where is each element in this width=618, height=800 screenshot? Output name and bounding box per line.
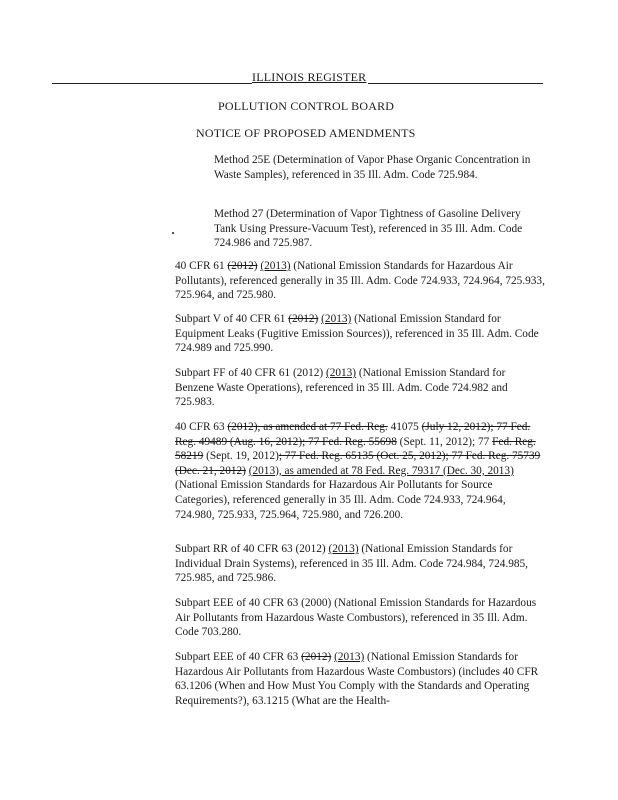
- deleted-text: (2012): [227, 260, 258, 272]
- deleted-text: (2012): [288, 313, 319, 325]
- header-rule-right: [368, 83, 543, 84]
- list-item: [214, 153, 544, 182]
- deleted-text: (2012), as amended at 77 Fed. Reg.: [227, 421, 388, 433]
- list-item: [175, 312, 547, 356]
- body-text: (National Emission Standards for Hazardous Air Pollutants for Source Categories), referenced generally in 35 Ill. Adm. Code 724.933, 724.964, 724.980, 725.933, 725.964, 725.980, and 726.200.: [175, 479, 506, 521]
- body-text: Subpart FF of 40 CFR 61 (2012): [175, 367, 326, 379]
- deleted-text: (2012): [301, 651, 332, 663]
- body-text: (National Emission Standard for Equipment Leaks (Fugitive Emission Sources)), referenced in 35 Ill. Adm. Code 724.989 and 725.990.: [175, 313, 539, 355]
- body-text: Method 25E (Determination of Vapor Phase Organic Concentration in Waste Samples), referenced in 35 Ill. Adm. Code 725.984.: [214, 154, 531, 181]
- inserted-text: (2013), as amended at 78 Fed. Reg. 79317 (Dec. 30, 2013): [248, 464, 514, 477]
- list-item: [175, 542, 547, 586]
- body-text: (National Emission Standards for Individual Drain Systems), referenced in 35 Ill. Adm. Code 724.984, 724.985, 725.985, and 725.986.: [175, 543, 528, 585]
- list-item: [175, 650, 547, 708]
- body-text: 40 CFR 63: [175, 421, 228, 433]
- body-text: 40 CFR 61: [175, 260, 228, 272]
- list-item: [175, 259, 547, 303]
- notice-title: NOTICE OF PROPOSED AMENDMENTS: [196, 126, 416, 140]
- header-rule-left: [52, 83, 252, 84]
- board-title: POLLUTION CONTROL BOARD: [218, 99, 395, 113]
- deleted-text: Fed. Reg. 58219: [175, 435, 536, 463]
- body-text: (National Emission Standard for Benzene Waste Operations), referenced in 35 Ill. Adm. Code 724.982 and 725.983.: [175, 367, 508, 409]
- body-text: Subpart EEE of 40 CFR 63 (2000) (National Emission Standards for Hazardous Air Pollutants from Hazardous Waste Combustors), referenced in 35 Ill. Adm. Code 703.280.: [175, 597, 537, 639]
- body-text: (Sept. 19, 2012): [203, 450, 279, 463]
- body-text: (Sept. 11, 2012); 77: [396, 435, 493, 448]
- inserted-text: (2013): [334, 651, 365, 663]
- body-text: Subpart EEE of 40 CFR 63: [175, 651, 302, 663]
- inserted-text: (2013): [328, 543, 359, 555]
- body-text: Subpart RR of 40 CFR 63 (2012): [175, 543, 329, 555]
- list-item: [175, 366, 547, 410]
- register-title: ILLINOIS REGISTER: [252, 70, 367, 84]
- list-item: [214, 207, 544, 251]
- inserted-text: (2013): [325, 367, 357, 379]
- deleted-text: (July 12, 2012); 77 Fed. Reg. 49489 (Aug. 16, 2012); 77 Fed. Reg. 55698: [175, 421, 531, 448]
- deleted-text: ; 77 Fed. Reg. 65135 (Oct. 25, 2012); 77 Fed. Reg. 75739 (Dec. 21, 2012): [175, 450, 541, 477]
- body-text: 41075: [387, 421, 422, 433]
- body-text: Subpart V of 40 CFR 61: [175, 313, 289, 325]
- inserted-text: (2013): [260, 260, 291, 272]
- list-item: [175, 596, 547, 640]
- body-text: (National Emission Standards for Hazardous Air Pollutants), referenced generally in 35 Ill. Adm. Code 724.933, 724.964, 725.933, 725.964, and 725.980.: [175, 260, 545, 302]
- inserted-text: (2013): [321, 313, 352, 325]
- list-item: [175, 420, 547, 522]
- body-text: Method 27 (Determination of Vapor Tightness of Gasoline Delivery Tank Using Pressure-Vacuum Test), referenced in 35 Ill. Adm. Code 724.986 and 725.987.: [214, 208, 523, 250]
- margin-mark: [172, 232, 174, 234]
- body-text: (National Emission Standards for Hazardous Air Pollutants from Hazardous Waste Combustors) (includes 40 CFR 63.1206 (When and How Must You Comply with the Standards and Operating Requirements?), 63.1215 (What are the Health-: [175, 651, 539, 707]
